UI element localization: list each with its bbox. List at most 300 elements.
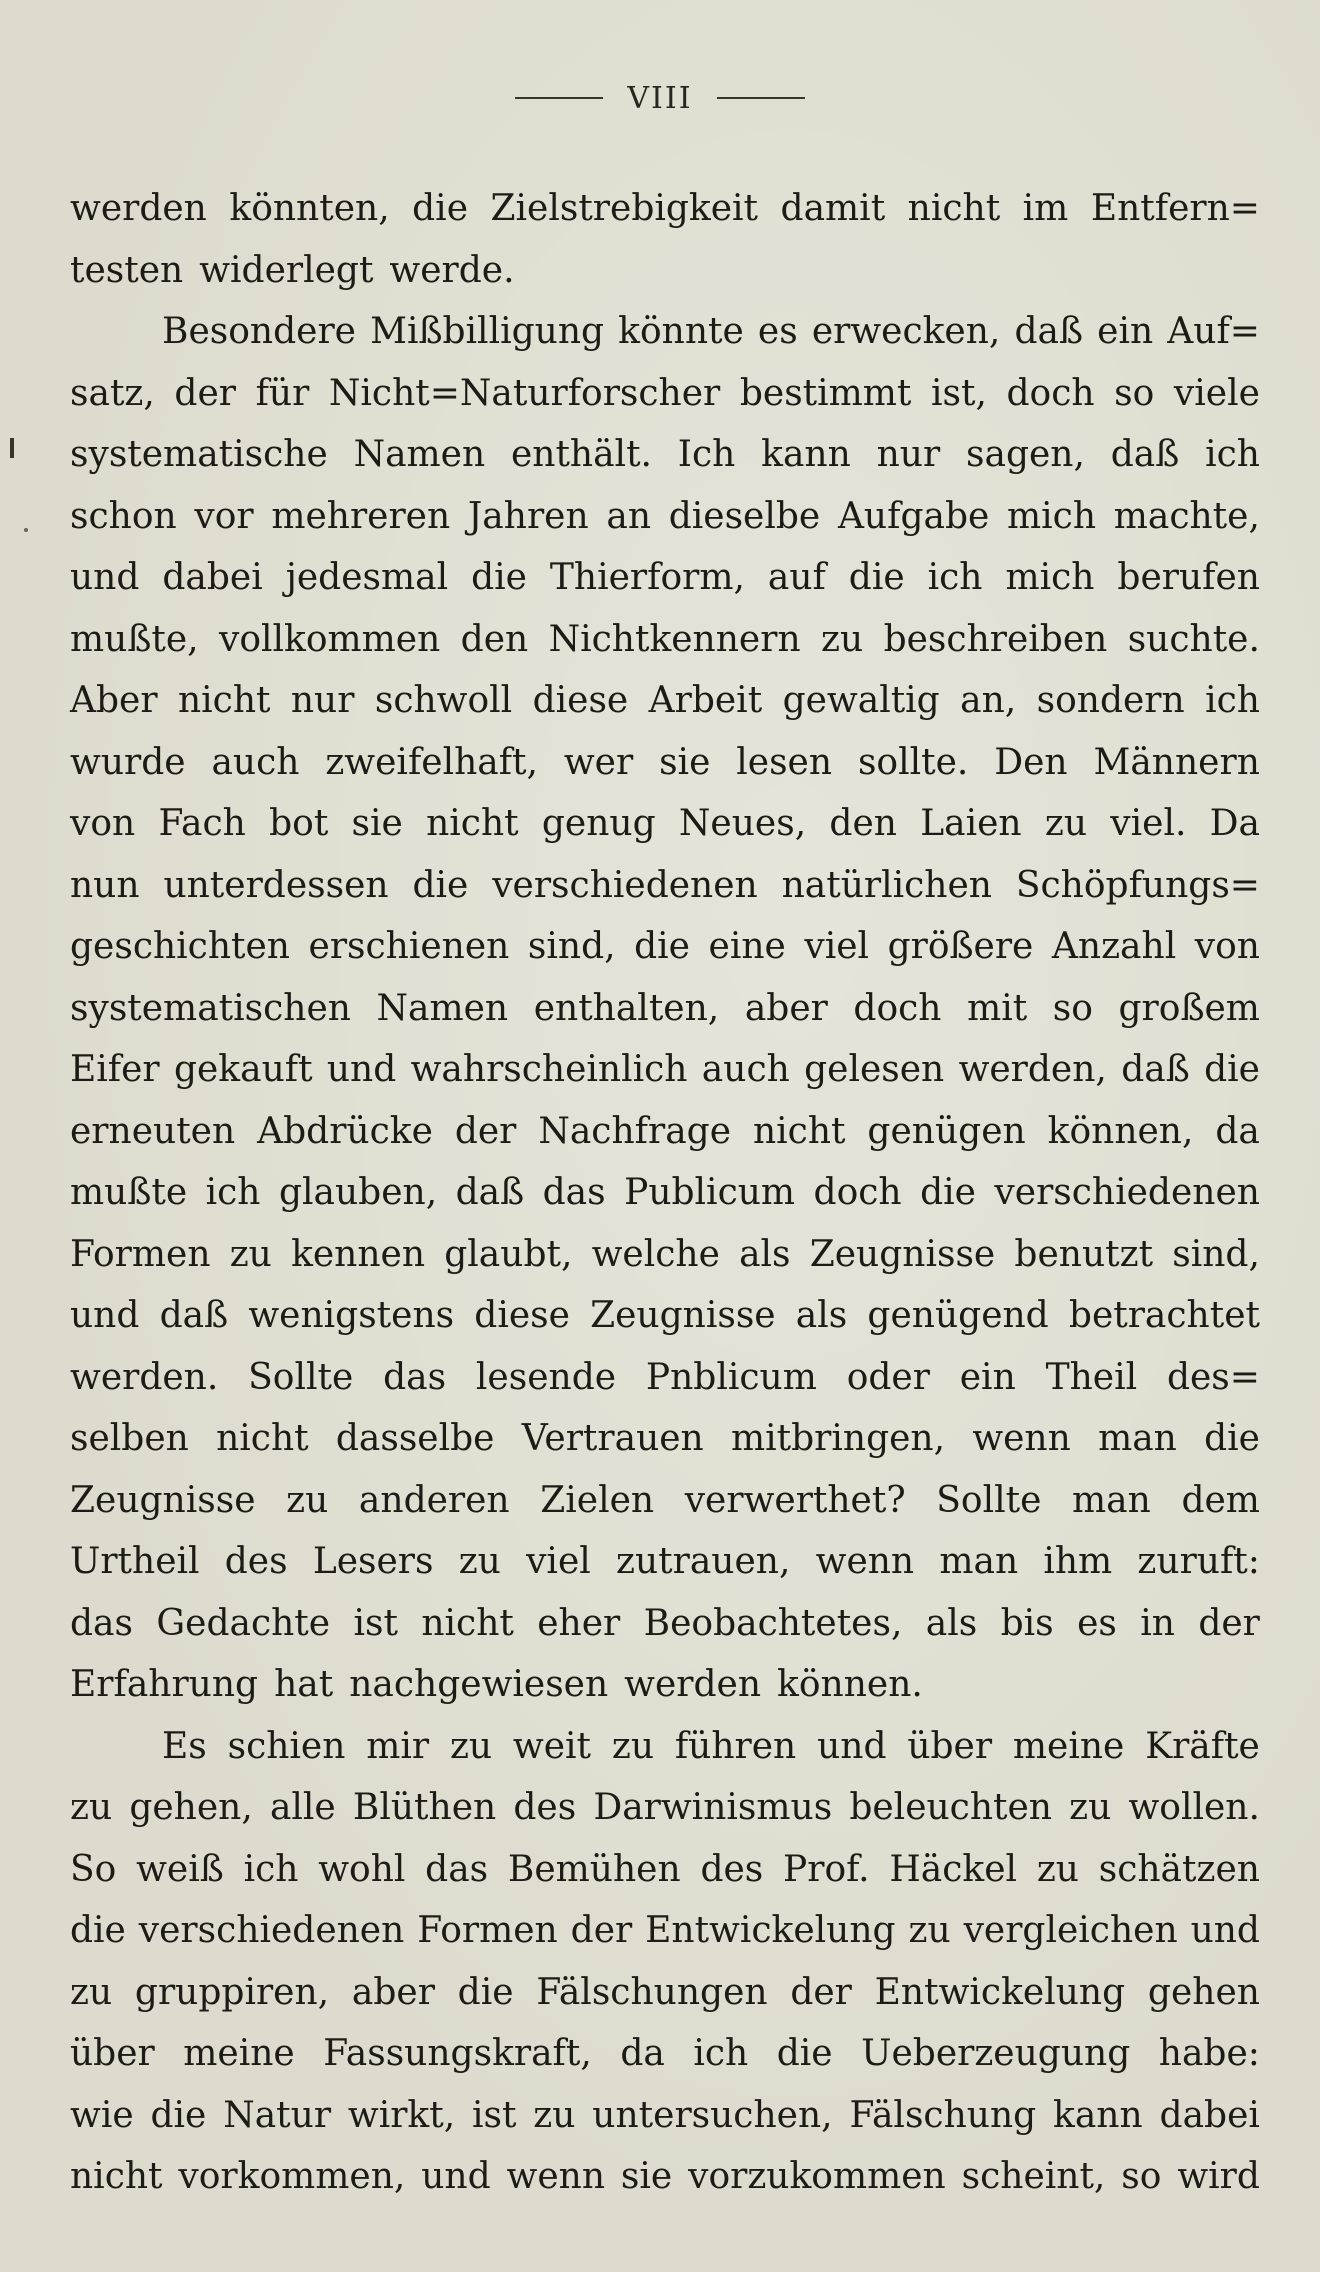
- word: vollkommen: [218, 618, 441, 660]
- text-line: [70, 486, 1260, 548]
- word: daß: [455, 1172, 525, 1213]
- word: die: [457, 1971, 514, 2013]
- word: Darwinismus: [593, 1787, 833, 1828]
- word: werden.: [70, 1356, 219, 1398]
- word: Nichtkennern: [548, 618, 801, 660]
- text-line: [70, 855, 1260, 917]
- word: könnte: [618, 311, 744, 352]
- word: man: [1072, 1479, 1151, 1521]
- text-line: [70, 1654, 1260, 1716]
- word: genug: [541, 803, 656, 844]
- word: die: [634, 926, 690, 967]
- text-line: [70, 2146, 1260, 2208]
- word: zu: [1069, 1787, 1112, 1828]
- word: sie: [351, 803, 403, 844]
- word: viel.: [1110, 803, 1187, 844]
- text-line: [70, 1470, 1260, 1532]
- word: nicht: [426, 803, 519, 844]
- word: auf: [767, 557, 826, 598]
- word: weiß: [136, 1848, 224, 1890]
- page-header: [0, 78, 1320, 118]
- word: Lesers: [312, 1541, 434, 1582]
- word: Anzahl: [1051, 926, 1177, 967]
- word: Blüthen: [352, 1787, 497, 1828]
- word: auch: [701, 1049, 790, 1090]
- word: die: [920, 1172, 976, 1213]
- word: zutrauen,: [615, 1541, 791, 1582]
- word: Formen: [417, 1910, 558, 1951]
- word: mich: [1005, 557, 1095, 598]
- word: ich: [205, 1172, 261, 1213]
- word: hat: [274, 1664, 334, 1705]
- word: nicht: [907, 188, 1001, 229]
- text-line: [70, 916, 1260, 978]
- word: Namen: [353, 434, 486, 475]
- word: Theil: [1045, 1356, 1138, 1398]
- word: meine: [183, 2033, 295, 2074]
- word: So: [70, 1848, 117, 1890]
- word: oder: [846, 1356, 930, 1398]
- word: werden: [70, 188, 207, 229]
- word: der: [570, 1910, 633, 1951]
- word: Entwickelung: [645, 1910, 896, 1951]
- word: der: [790, 1971, 852, 2013]
- word: sind,: [1172, 1233, 1260, 1275]
- word: Formen: [70, 1233, 211, 1275]
- word: wenn: [972, 1418, 1071, 1459]
- word: Fälschungen: [536, 1971, 768, 2013]
- word: verwerthet?: [684, 1479, 906, 1521]
- word: Zielstrebigkeit: [490, 188, 759, 229]
- word: des: [700, 1848, 764, 1890]
- word: zu: [533, 2094, 576, 2136]
- word: widerlegt: [199, 249, 374, 291]
- word: so: [1052, 987, 1093, 1029]
- word: vor: [194, 495, 254, 537]
- word: als: [795, 1295, 848, 1336]
- word: Entwickelung: [874, 1971, 1126, 2013]
- text-line: [70, 363, 1260, 425]
- word: über: [907, 1725, 993, 1767]
- word: die: [776, 2033, 833, 2074]
- text-line: [70, 1408, 1260, 1470]
- word: erschienen: [308, 926, 510, 967]
- word: geschichten: [70, 926, 290, 967]
- word: doch: [1006, 372, 1095, 414]
- word: Thierform,: [549, 557, 745, 598]
- word: daß: [1121, 1049, 1190, 1090]
- word: betrachtet: [1068, 1295, 1260, 1336]
- word: diese: [532, 680, 629, 721]
- word: Gedachte: [156, 1602, 331, 1644]
- word: ich: [1205, 434, 1260, 475]
- word: werde.: [389, 249, 515, 291]
- word: jedesmal: [285, 557, 449, 598]
- word: wirkt,: [347, 2094, 456, 2136]
- word: an,: [960, 680, 1017, 721]
- word: der: [454, 1110, 517, 1152]
- word: Jahren: [467, 495, 589, 537]
- word: des: [224, 1541, 288, 1582]
- word: können.: [777, 1664, 923, 1705]
- word: wer: [563, 741, 634, 783]
- word: zu: [1044, 803, 1088, 844]
- word: das: [425, 1848, 489, 1890]
- text-line: [70, 240, 1260, 302]
- margin-mark: [10, 438, 14, 458]
- word: ihm: [1043, 1541, 1113, 1582]
- word: und: [421, 2156, 491, 2197]
- word: zu: [908, 1910, 951, 1951]
- word: zu: [1036, 1848, 1079, 1890]
- word: Zeugnisse: [70, 1479, 256, 1521]
- word: sind,: [527, 926, 616, 967]
- word: unterdessen: [163, 864, 389, 906]
- word: könnten,: [229, 188, 390, 229]
- text-line: [70, 547, 1260, 609]
- word: mehreren: [271, 495, 451, 537]
- word: so: [1114, 372, 1155, 414]
- word: Prof.: [783, 1848, 870, 1890]
- word: Fälschung: [849, 2094, 1037, 2136]
- word: Neues,: [678, 803, 807, 844]
- word: der: [174, 372, 236, 414]
- word: viele: [1173, 372, 1260, 414]
- text-line: [70, 1900, 1260, 1962]
- word: enthält.: [510, 434, 652, 475]
- word: zu: [821, 618, 864, 660]
- word: benutzt: [1014, 1233, 1154, 1275]
- word: verschiedenen: [994, 1172, 1260, 1213]
- word: schien: [227, 1725, 346, 1767]
- word: das: [383, 1356, 447, 1398]
- word: nicht: [421, 1602, 514, 1644]
- word: sondern: [1036, 680, 1185, 721]
- word: nicht: [177, 680, 271, 721]
- word: systematische: [70, 434, 328, 475]
- word: ich: [927, 557, 983, 598]
- word: an: [606, 495, 652, 537]
- word: auch: [211, 741, 300, 783]
- word: satz,: [70, 372, 155, 414]
- word: zu: [286, 1479, 329, 1521]
- word: doch: [813, 1172, 902, 1213]
- word: das: [70, 1602, 133, 1644]
- word: Aber: [70, 680, 158, 721]
- word: Eifer: [70, 1049, 160, 1090]
- word: es: [1077, 1602, 1117, 1644]
- word: man: [939, 1541, 1019, 1582]
- word: welche: [591, 1233, 720, 1275]
- word: die: [1204, 1049, 1260, 1090]
- word: Mißbilligung: [370, 311, 605, 352]
- text-line: [70, 1285, 1260, 1347]
- header-rule-right: [717, 97, 805, 99]
- body-text: [70, 178, 1260, 2208]
- word: Schöpfungs=: [1015, 864, 1260, 906]
- word: als: [925, 1602, 978, 1644]
- word: und: [70, 1295, 140, 1336]
- word: vorkommen,: [178, 2156, 406, 2197]
- word: den: [829, 803, 897, 844]
- word: Pnblicum: [645, 1356, 817, 1398]
- word: gekauft: [173, 1049, 313, 1090]
- word: testen: [70, 249, 184, 291]
- word: habe:: [1158, 2033, 1260, 2074]
- word: Sollte: [936, 1479, 1042, 1521]
- word: beleuchten: [849, 1787, 1052, 1828]
- word: von: [70, 803, 136, 844]
- word: natürlichen: [781, 864, 992, 906]
- word: zu: [70, 1787, 113, 1828]
- text-line: [70, 1962, 1260, 2024]
- word: gewaltig: [782, 680, 940, 721]
- word: die: [471, 557, 527, 598]
- word: kennen: [291, 1233, 426, 1275]
- word: dieselbe: [668, 495, 821, 537]
- word: Abdrücke: [257, 1110, 433, 1152]
- word: daß: [1110, 434, 1180, 475]
- word: untersuchen,: [592, 2094, 833, 2136]
- word: können,: [1047, 1110, 1194, 1152]
- word: diese: [474, 1295, 570, 1336]
- word: dem: [1181, 1479, 1260, 1521]
- word: alle: [269, 1787, 336, 1828]
- word: Ueberzeugung: [861, 2033, 1131, 2074]
- word: vorzukommen: [688, 2156, 946, 2197]
- word: Entfern=: [1090, 188, 1260, 229]
- word: ist: [353, 1602, 398, 1644]
- word: mit: [967, 987, 1028, 1029]
- word: viel: [526, 1541, 591, 1582]
- word: sie: [659, 741, 711, 783]
- word: dabei: [1159, 2094, 1260, 2136]
- text-line: [70, 1716, 1260, 1778]
- word: Auf=: [1167, 311, 1260, 352]
- word: die: [1204, 1418, 1260, 1459]
- word: gehen,: [129, 1787, 253, 1828]
- word: nicht: [752, 1110, 846, 1152]
- word: zu: [229, 1233, 272, 1275]
- word: zuruft:: [1137, 1541, 1260, 1582]
- word: schätzen: [1098, 1848, 1260, 1890]
- word: Urtheil: [70, 1541, 200, 1582]
- page-number: VIII: [627, 80, 693, 116]
- text-line: [70, 670, 1260, 732]
- word: mir: [366, 1725, 430, 1767]
- word: vergleichen: [963, 1910, 1178, 1951]
- word: gruppiren,: [134, 1971, 330, 2013]
- word: wenigstens: [248, 1295, 455, 1336]
- word: über: [70, 2033, 155, 2074]
- word: werden,: [958, 1049, 1107, 1090]
- word: nur: [290, 680, 355, 721]
- text-line: [70, 1777, 1260, 1839]
- text-line: [70, 1101, 1260, 1163]
- word: Arbeit: [648, 680, 763, 721]
- word: ist,: [930, 372, 987, 414]
- word: viel: [804, 926, 870, 967]
- word: Publicum: [624, 1172, 796, 1213]
- word: und: [326, 1049, 397, 1090]
- word: enthalten,: [533, 987, 720, 1029]
- word: meine: [1012, 1725, 1125, 1767]
- word: wenn: [506, 2156, 606, 2197]
- word: Nicht=Naturforscher: [328, 372, 721, 414]
- word: der: [1198, 1602, 1260, 1644]
- word: ich: [693, 2033, 749, 2074]
- word: erwecken,: [811, 311, 1001, 352]
- text-line: [70, 424, 1260, 486]
- word: erneuten: [70, 1110, 236, 1152]
- word: da: [620, 2033, 665, 2074]
- text-line: [70, 1531, 1260, 1593]
- word: die: [412, 864, 469, 906]
- word: berufen: [1117, 557, 1260, 598]
- word: wahrscheinlich: [410, 1049, 688, 1090]
- word: mußte: [70, 1172, 188, 1213]
- word: Kräfte: [1145, 1725, 1260, 1767]
- text-line: [70, 2023, 1260, 2085]
- word: schon: [70, 495, 177, 537]
- word: verschiedenen: [492, 864, 758, 906]
- text-line: [70, 793, 1260, 855]
- word: ich: [1205, 680, 1260, 721]
- word: bestimmt: [739, 372, 912, 414]
- word: Zeugnisse: [590, 1295, 776, 1336]
- word: beschreiben: [883, 618, 1108, 660]
- word: und: [70, 557, 140, 598]
- word: wenn: [815, 1541, 915, 1582]
- word: genügen: [867, 1110, 1026, 1152]
- word: damit: [780, 188, 886, 229]
- word: Fach: [158, 803, 246, 844]
- word: des: [513, 1787, 577, 1828]
- word: eher: [537, 1602, 621, 1644]
- word: im: [1022, 188, 1069, 229]
- word: genügend: [867, 1295, 1049, 1336]
- word: wie: [70, 2094, 134, 2136]
- word: das: [542, 1172, 606, 1213]
- word: zu: [449, 1725, 493, 1767]
- word: lesen: [736, 741, 833, 783]
- text-line: [70, 2085, 1260, 2147]
- word: man: [1098, 1418, 1177, 1459]
- word: Besondere: [162, 311, 356, 352]
- word: verschiedenen: [138, 1910, 405, 1951]
- word: großem: [1118, 987, 1260, 1029]
- word: die: [412, 188, 469, 229]
- word: wollen.: [1128, 1787, 1260, 1828]
- word: zweifelhaft,: [325, 741, 538, 783]
- word: zu: [611, 1725, 655, 1767]
- word: ist: [471, 2094, 517, 2136]
- word: gelesen: [804, 1049, 945, 1090]
- word: eine: [708, 926, 786, 967]
- word: Zeugnisse: [809, 1233, 996, 1275]
- word: dasselbe: [335, 1418, 495, 1459]
- word: den: [460, 618, 529, 660]
- word: wurde: [70, 741, 186, 783]
- word: aber: [351, 1971, 435, 2013]
- word: und: [817, 1725, 887, 1767]
- word: wird: [1177, 2156, 1260, 2197]
- word: daß: [159, 1295, 229, 1336]
- word: Erfahrung: [70, 1664, 259, 1705]
- word: weit: [512, 1725, 592, 1767]
- word: größere: [887, 926, 1034, 967]
- text-line: [70, 1347, 1260, 1409]
- word: werden: [624, 1664, 762, 1705]
- header-rule-left: [515, 97, 603, 99]
- text-line: [70, 609, 1260, 671]
- word: Sollte: [248, 1356, 354, 1398]
- word: die: [150, 2094, 207, 2136]
- word: nicht: [216, 1418, 309, 1459]
- text-line: [70, 1039, 1260, 1101]
- word: Nachfrage: [538, 1110, 731, 1152]
- word: ich: [243, 1848, 299, 1890]
- word: da: [1215, 1110, 1260, 1152]
- word: nicht: [70, 2156, 163, 2197]
- text-line: [70, 1839, 1260, 1901]
- word: zu: [70, 1971, 113, 2013]
- word: Bemühen: [507, 1848, 681, 1890]
- word: systematischen: [70, 987, 351, 1029]
- word: die: [70, 1910, 126, 1951]
- word: wohl: [318, 1848, 406, 1890]
- word: ein: [959, 1356, 1016, 1398]
- word: Aufgabe: [837, 495, 990, 537]
- word: suchte.: [1127, 618, 1260, 660]
- word: Ich: [677, 434, 736, 475]
- word: selben: [70, 1418, 189, 1459]
- word: glaubt,: [444, 1233, 573, 1275]
- word: Fassungskraft,: [323, 2033, 592, 2074]
- word: Es: [162, 1725, 207, 1767]
- word: von: [1194, 926, 1260, 967]
- word: Natur: [223, 2094, 332, 2136]
- margin-dot: [24, 528, 28, 532]
- word: in: [1140, 1602, 1175, 1644]
- word: es: [757, 311, 798, 352]
- word: schwoll: [374, 680, 513, 721]
- word: Da: [1209, 803, 1260, 844]
- word: nun: [70, 864, 140, 906]
- word: so: [1121, 2156, 1162, 2197]
- text-line: [70, 301, 1260, 363]
- word: Den: [994, 741, 1068, 783]
- word: daß: [1014, 311, 1084, 352]
- word: Beobachtetes,: [643, 1602, 903, 1644]
- word: scheint,: [961, 2156, 1106, 2197]
- word: ein: [1097, 311, 1154, 352]
- text-line: [70, 1162, 1260, 1224]
- word: mußte,: [70, 618, 199, 660]
- word: Vertrauen: [521, 1418, 704, 1459]
- word: die: [848, 557, 905, 598]
- word: mich: [1007, 495, 1097, 537]
- word: für: [255, 372, 310, 414]
- word: aber: [744, 987, 828, 1029]
- word: Zielen: [540, 1479, 655, 1521]
- word: als: [739, 1233, 791, 1275]
- word: machte,: [1113, 495, 1260, 537]
- word: dabei: [162, 557, 263, 598]
- word: gehen: [1147, 1971, 1260, 2013]
- text-line: [70, 178, 1260, 240]
- word: führen: [674, 1725, 797, 1767]
